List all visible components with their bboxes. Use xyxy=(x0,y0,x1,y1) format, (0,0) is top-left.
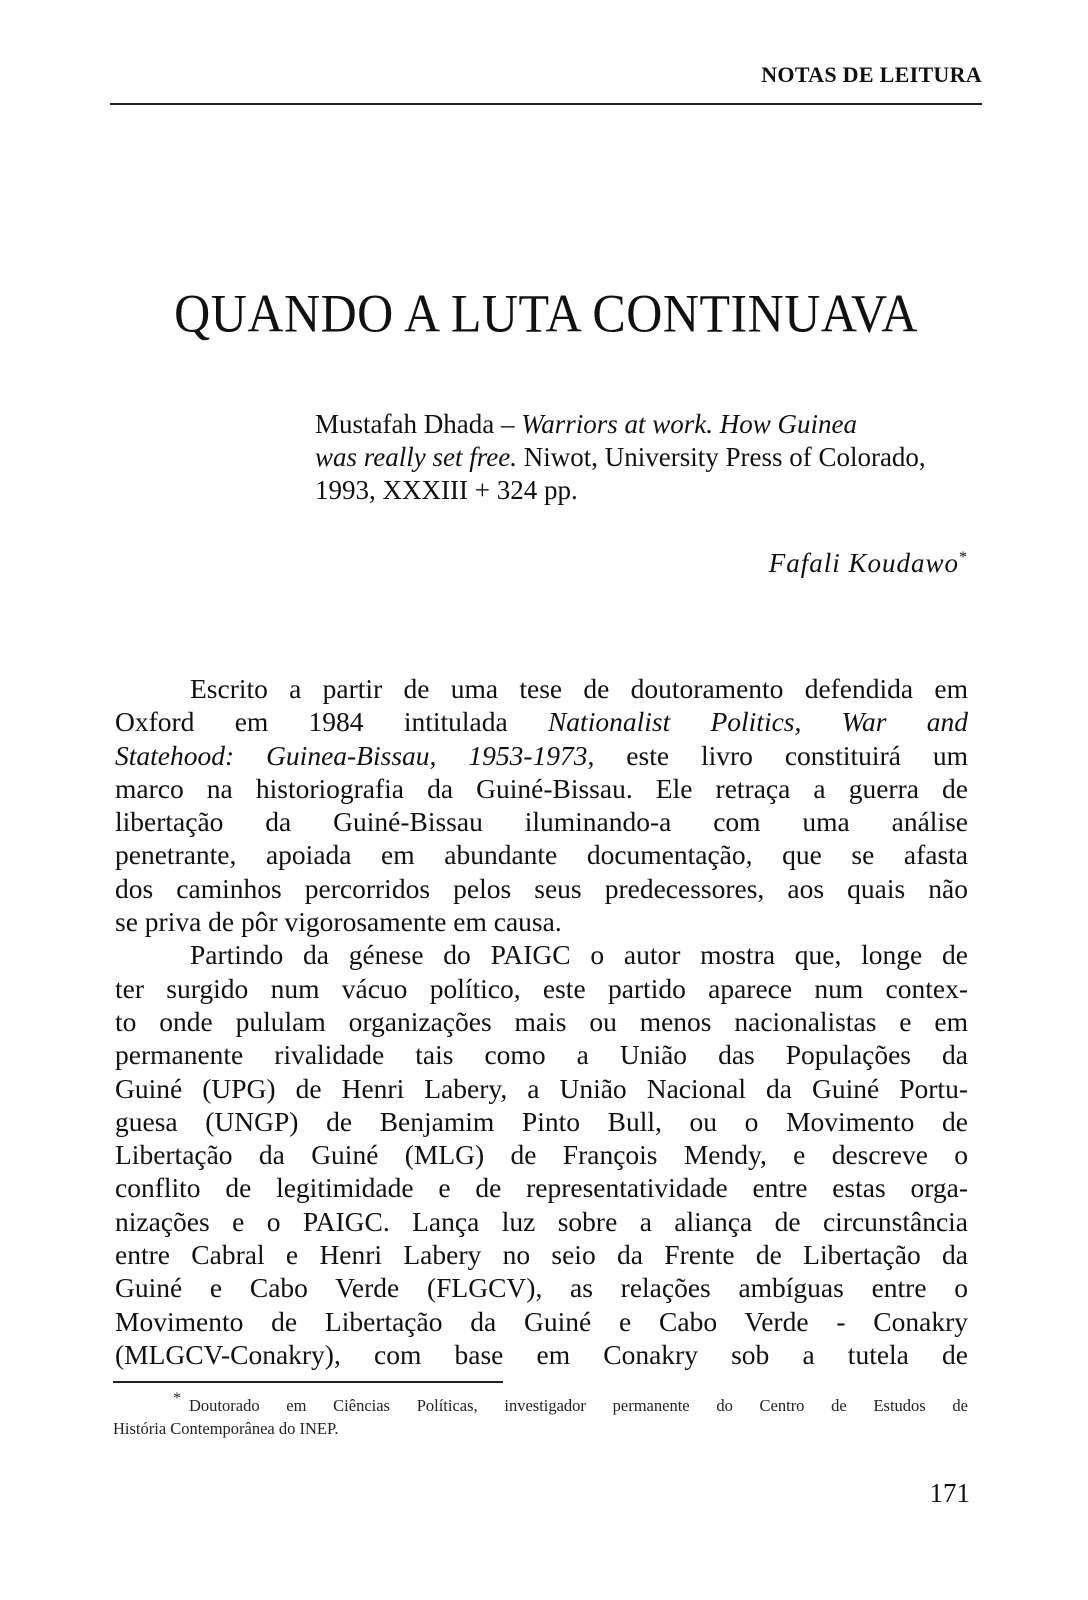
body-text-segment: Guiné e Cabo Verde (FLGCV), as relações ambíguas entre o xyxy=(115,1272,968,1304)
footnote xyxy=(113,1390,968,1440)
citation-details: 1993, XXXIII + 324 pp. xyxy=(315,475,578,505)
body-line xyxy=(115,672,968,705)
footnote-line-2: História Contemporânea do INEP. xyxy=(113,1419,339,1438)
article-title: QUANDO A LUTA CONTINUAVA xyxy=(174,282,918,344)
body-line xyxy=(115,1271,968,1304)
body-text-segment: (MLGCV-Conakry), com base em Conakry sob a tutela de xyxy=(115,1338,968,1370)
body-line xyxy=(115,905,968,938)
body-text-segment: nizações e o PAIGC. Lança luz sobre a aliança de circunstância xyxy=(115,1205,968,1237)
body-text-segment: ter surgido num vácuo político, este partido aparece num contex- xyxy=(115,972,968,1004)
body-text-segment: Guiné (UPG) de Henri Labery, a União Nacional da Guiné Portu- xyxy=(115,1072,968,1104)
body-line xyxy=(115,1005,968,1038)
footnote-mark: * xyxy=(173,1390,181,1407)
footnote-rule xyxy=(113,1381,503,1383)
citation-author: Mustafah Dhada xyxy=(315,409,495,439)
body-text-segment: dos caminhos percorridos pelos seus predecessores, aos quais não xyxy=(115,872,968,904)
citation-separator: – xyxy=(494,409,522,439)
citation-line-1 xyxy=(315,408,970,441)
running-head: NOTAS DE LEITURA xyxy=(761,62,982,87)
body-text-segment: Libertação da Guiné (MLG) de François Mendy, e descreve o xyxy=(115,1139,968,1171)
body-text-segment: Escrito a partir de uma tese de doutoramento defendida em xyxy=(190,673,968,704)
citation-book-title-cont: was really set free. xyxy=(315,442,517,472)
citation-line-2 xyxy=(315,441,970,474)
footnote-reference[interactable]: * xyxy=(959,549,968,566)
article-body xyxy=(115,672,968,1371)
body-line xyxy=(115,705,968,738)
body-text-segment: conflito de legitimidade e de representatividade entre estas orga- xyxy=(115,1172,968,1204)
body-line xyxy=(115,1305,968,1338)
body-text-segment: entre Cabral e Henri Labery no seio da Frente de Libertação da xyxy=(115,1239,968,1271)
body-line xyxy=(115,938,968,971)
body-line xyxy=(115,1138,968,1171)
body-text-segment: , este livro constituirá um xyxy=(587,739,968,771)
reviewer-name: Fafali Koudawo xyxy=(768,548,959,578)
body-line xyxy=(115,1038,968,1071)
reviewer-byline xyxy=(110,548,968,579)
citation-book-title: Warriors at work. How Guinea xyxy=(521,409,857,439)
header-rule xyxy=(110,103,982,105)
page-number: 171 xyxy=(929,1478,970,1508)
body-line xyxy=(115,838,968,871)
citation-publisher: Niwot, University Press of Colorado, xyxy=(516,442,926,472)
body-text-segment: Movimento de Libertação da Guiné e Cabo Verde - Conakry xyxy=(115,1305,968,1337)
body-line xyxy=(115,1238,968,1271)
book-citation xyxy=(315,408,970,507)
body-text-segment: marco na historiografia da Guiné-Bissau. Ele retraça a guerra de xyxy=(115,772,968,804)
body-text-segment: Oxford em 1984 intitulada xyxy=(115,706,548,738)
body-text-segment: permanente rivalidade tais como a União das Populações da xyxy=(115,1039,968,1071)
body-line xyxy=(115,1072,968,1105)
footnote-line-1 xyxy=(113,1390,968,1418)
body-text-segment: to onde pululam organizações mais ou menos nacionalistas e em xyxy=(115,1005,968,1037)
body-text-segment: se priva de pôr vigorosamente em causa. xyxy=(115,906,562,938)
body-line xyxy=(115,972,968,1005)
footnote-text-1: Doutorado em Ciências Políticas, investigador permanente do Centro de Estudos de xyxy=(189,1396,968,1415)
body-line xyxy=(115,1205,968,1238)
body-text-segment: Partindo da génese do PAIGC o autor mostra que, longe de xyxy=(190,939,968,971)
body-line xyxy=(115,1171,968,1204)
body-line xyxy=(115,805,968,838)
italic-text: Nationalist Politics, War and xyxy=(547,706,968,738)
body-text-segment: libertação da Guiné-Bissau iluminando-a com uma análise xyxy=(115,806,968,838)
body-line xyxy=(115,772,968,805)
italic-text: Statehood: Guinea-Bissau, 1953-1973 xyxy=(115,739,588,771)
body-line xyxy=(115,872,968,905)
body-line xyxy=(115,1105,968,1138)
body-line xyxy=(115,739,968,772)
body-text-segment: penetrante, apoiada em abundante documentação, que se afasta xyxy=(115,839,968,871)
body-line xyxy=(115,1338,968,1371)
body-text-segment: guesa (UNGP) de Benjamim Pinto Bull, ou o Movimento de xyxy=(115,1105,968,1137)
